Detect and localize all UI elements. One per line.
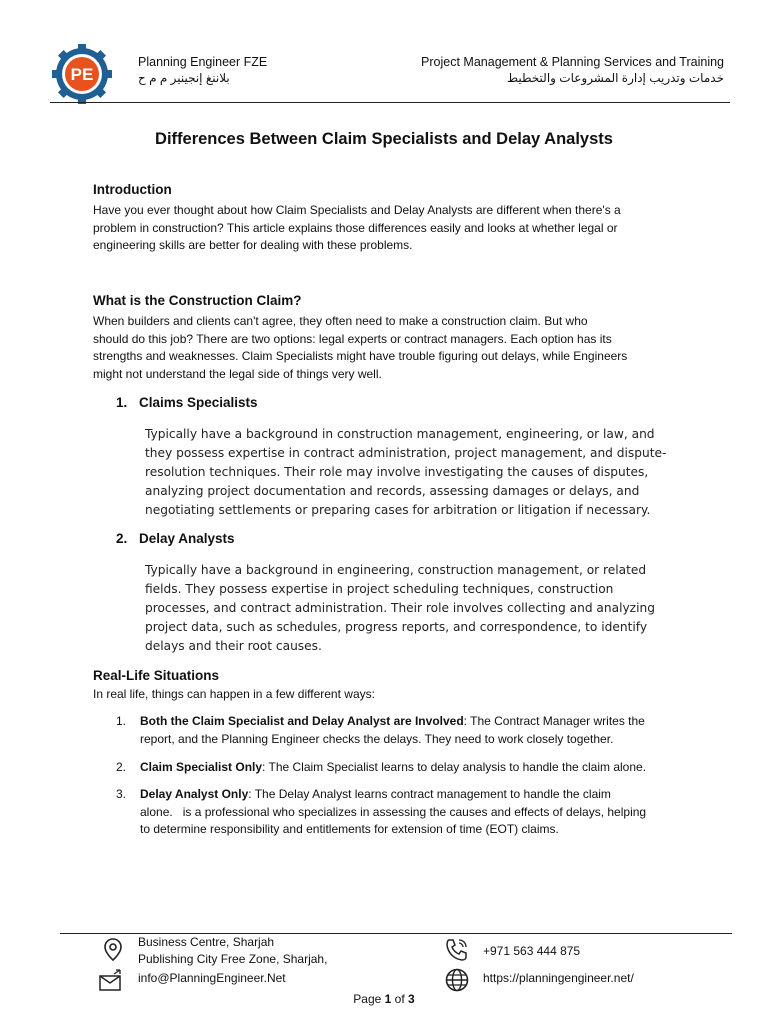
section-number: 2. (116, 531, 128, 546)
text-line: problem in construction? This article explains those differences easily and looks at whether legal or (93, 220, 618, 235)
text-line: strengths and weaknesses. Claim Specialists might have trouble figuring out delays, while Engineers (93, 349, 628, 363)
page-of: of (394, 992, 405, 1006)
claim-paragraph (93, 313, 683, 383)
footer-email[interactable]: info@PlanningEngineer.Net (138, 971, 286, 985)
claim-heading: What is the Construction Claim? (93, 293, 302, 308)
text-line: When builders and clients can't agree, they often need to make a construction claim. But who (93, 314, 588, 328)
text-line: : The Delay Analyst learns contract management to handle the claim (248, 787, 611, 801)
section-number: 1. (116, 395, 128, 410)
text-line: Typically have a background in engineering, construction management, or related (145, 563, 647, 577)
text-line: : The Claim Specialist learns to delay analysis to handle the claim alone. (262, 760, 647, 774)
footer-address (138, 934, 327, 968)
phone-icon (444, 937, 470, 963)
intro-paragraph (93, 202, 683, 255)
text-line: project data, such as schedules, progress reports, and correspondence, to identify (145, 620, 648, 634)
footer-phone[interactable]: +971 563 444 875 (483, 944, 581, 958)
list-item-bold: Delay Analyst Only (140, 787, 249, 801)
list-number: 1. (116, 714, 127, 728)
text-line: negotiating settlements or preparing cases for arbitration or litigation if necessary. (145, 503, 651, 517)
company-logo (52, 44, 112, 104)
text-line: to determine responsibility and entitlements for extension of time (EOT) claims. (140, 822, 559, 836)
intro-heading: Introduction (93, 182, 172, 197)
text-line: delays and their root causes. (145, 639, 322, 653)
tagline-ar: خدمات وتدريب إدارة المشروعات والتخطيط (506, 71, 724, 85)
text-line: : The Contract Manager writes the (463, 714, 645, 728)
list-item-bold: Claim Specialist Only (140, 760, 263, 774)
globe-icon (444, 967, 470, 993)
text-line: should do this job? There are two options: legal experts or contract managers. Each option has its (93, 331, 612, 346)
logo-letters: PE (70, 65, 94, 84)
real-life-intro: In real life, things can happen in a few different ways: (93, 687, 375, 701)
text-line: analyzing project documentation and records, assessing damages or delays, and (145, 484, 640, 498)
text-line: report, and the Planning Engineer checks the delays. They need to work closely together. (140, 731, 614, 746)
real-life-heading: Real-Life Situations (93, 668, 220, 683)
company-name-ar: بلاننغ إنجينير م م ح (138, 71, 230, 85)
text-line: fields. They possess expertise in project scheduling techniques, construction (145, 582, 614, 596)
mail-icon (98, 968, 124, 994)
text-line: Have you ever thought about how Claim Specialists and Delay Analysts are different when there's a (93, 203, 621, 217)
page-label: Page (353, 992, 382, 1006)
text-line: resolution techniques. Their role may involve investigating the causes of disputes, (145, 465, 649, 479)
document-title: Differences Between Claim Specialists and Delay Analysts (155, 130, 613, 148)
footer-website[interactable]: https://planningengineer.net/ (483, 971, 634, 985)
list-item-bold: Both the Claim Specialist and Delay Analyst are Involved (140, 714, 464, 728)
list-number: 3. (116, 787, 127, 801)
section-title: Delay Analysts (139, 531, 235, 546)
page-current: 1 (384, 992, 392, 1006)
text-line: they possess expertise in contract administration, project management, and dispute- (145, 446, 667, 460)
header-divider (50, 102, 730, 103)
page-number (0, 992, 768, 1006)
text-line: engineering skills are better for dealing with these problems. (93, 238, 413, 252)
delay-analysts-paragraph (145, 561, 690, 656)
address-line: Business Centre, Sharjah (138, 935, 275, 949)
text-line: processes, and contract administration. Their role involves collecting and analyzing (145, 601, 655, 615)
text-line: alone. is a professional who specializes in assessing the causes and effects of delays, helping (140, 804, 647, 819)
list-number: 2. (116, 760, 127, 774)
section-heading-claims-specialists (116, 395, 258, 410)
section-heading-delay-analysts (116, 531, 235, 546)
page-total: 3 (408, 992, 415, 1006)
address-line: Publishing City Free Zone, Sharjah, (138, 952, 328, 966)
list-item (116, 786, 686, 839)
text-line: might not understand the legal side of things very well. (93, 366, 382, 381)
company-name-en: Planning Engineer FZE (138, 55, 268, 69)
text-line: Typically have a background in construction management, engineering, or law, and (145, 427, 655, 441)
tagline-en: Project Management & Planning Services and Training (421, 55, 724, 69)
claims-specialists-paragraph (145, 425, 690, 520)
list-item (116, 713, 686, 748)
list-item (116, 759, 686, 777)
section-title: Claims Specialists (139, 395, 258, 410)
location-pin-icon (100, 937, 126, 963)
